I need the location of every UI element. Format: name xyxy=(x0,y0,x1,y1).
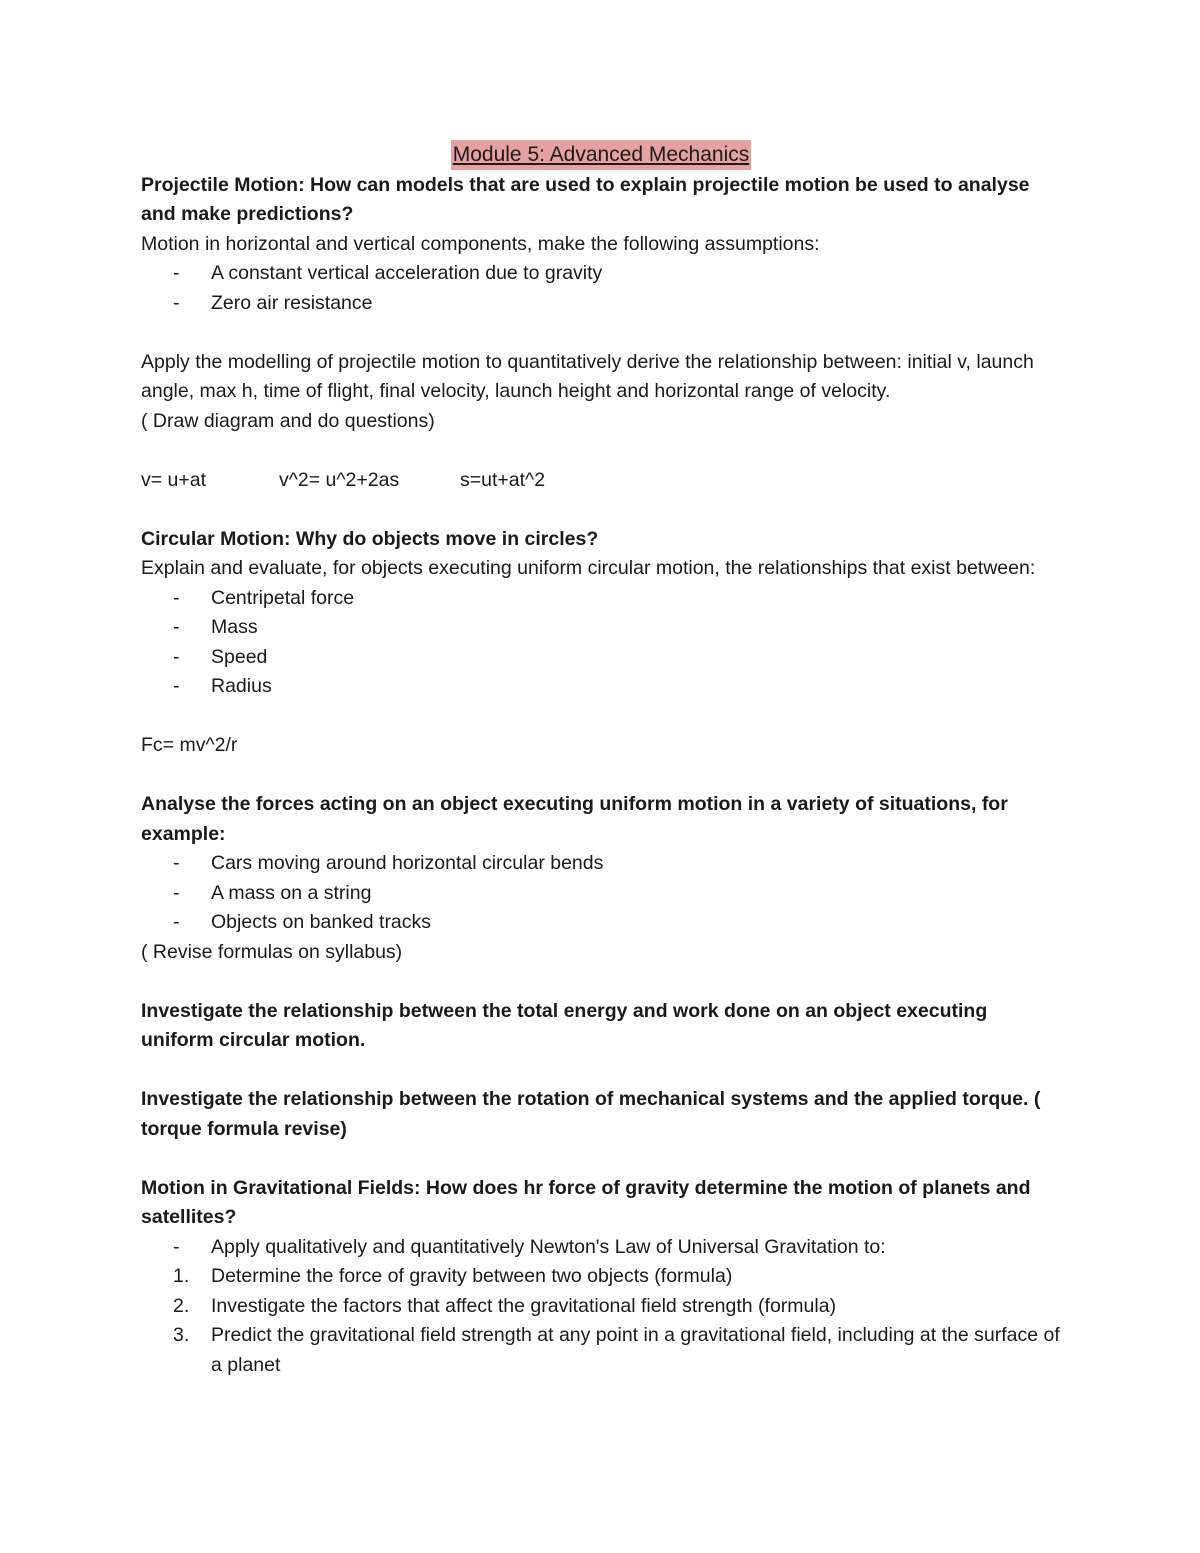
circular-intro: Explain and evaluate, for objects executing uniform circular motion, the relationships that exist between: xyxy=(141,557,1036,579)
torque-heading: Investigate the relationship between the rotation of mechanical systems and the applied torque. ( torque formula revise) xyxy=(141,1088,1041,1140)
page-title: Module 5: Advanced Mechanics xyxy=(451,140,752,170)
assumption-list xyxy=(141,259,1061,318)
list-item: - Cars moving around horizontal circular bends xyxy=(173,852,604,874)
forces-list xyxy=(141,849,1061,938)
forces-heading: Analyse the forces acting on an object executing uniform motion in a variety of situations, for example: xyxy=(141,793,1008,845)
energy-heading: Investigate the relationship between the total energy and work done on an object executing uniform circular motion. xyxy=(141,999,988,1051)
list-item: 2. Investigate the factors that affect the gravitational field strength (formula) xyxy=(173,1294,837,1317)
gravitation-numbered-list xyxy=(141,1262,1061,1380)
list-item: - Zero air resistance xyxy=(173,291,373,314)
equation-3: s=ut+at^2 xyxy=(460,468,546,491)
document-page xyxy=(141,140,1061,1380)
circular-heading: Circular Motion: Why do objects move in circles? xyxy=(141,527,599,550)
forces-note: ( Revise formulas on syllabus) xyxy=(141,940,403,963)
gravitation-heading: Motion in Gravitational Fields: How does hr force of gravity determine the motion of planets and satellites? xyxy=(141,1176,1031,1228)
projectile-intro: Motion in horizontal and vertical components, make the following assumptions: xyxy=(141,232,820,255)
list-item: - Radius xyxy=(173,675,272,697)
equations-line xyxy=(141,466,1061,496)
list-item: - A constant vertical acceleration due to gravity xyxy=(173,262,603,284)
list-item: - A mass on a string xyxy=(173,881,372,904)
centripetal-formula: Fc= mv^2/r xyxy=(141,734,238,756)
list-item: - Mass xyxy=(173,616,258,638)
projectile-note: ( Draw diagram and do questions) xyxy=(141,409,435,432)
equation-2: v^2= u^2+2as xyxy=(279,468,400,491)
gravitation-bullet-list xyxy=(141,1233,1061,1263)
list-item: - Speed xyxy=(173,645,268,668)
projectile-paragraph: Apply the modelling of projectile motion to quantitatively derive the relationship between: initial v, launch angle, max h, time of flight, final velocity, launch height and horizontal range of velocity. xyxy=(141,350,1034,402)
list-item: - Objects on banked tracks xyxy=(173,911,432,933)
equation-1: v= u+at xyxy=(141,468,207,491)
list-item: 1. Determine the force of gravity between two objects (formula) xyxy=(173,1265,733,1287)
list-item: - Centripetal force xyxy=(173,586,355,609)
list-item: - Apply qualitatively and quantitatively Newton's Law of Universal Gravitation to: xyxy=(173,1235,886,1258)
list-item: 3. Predict the gravitational field strength at any point in a gravitational field, including at the surface of a planet xyxy=(173,1324,1060,1376)
projectile-heading: Projectile Motion: How can models that are used to explain projectile motion be used to analyse and make predictions? xyxy=(141,173,1030,225)
circular-list xyxy=(141,584,1061,702)
